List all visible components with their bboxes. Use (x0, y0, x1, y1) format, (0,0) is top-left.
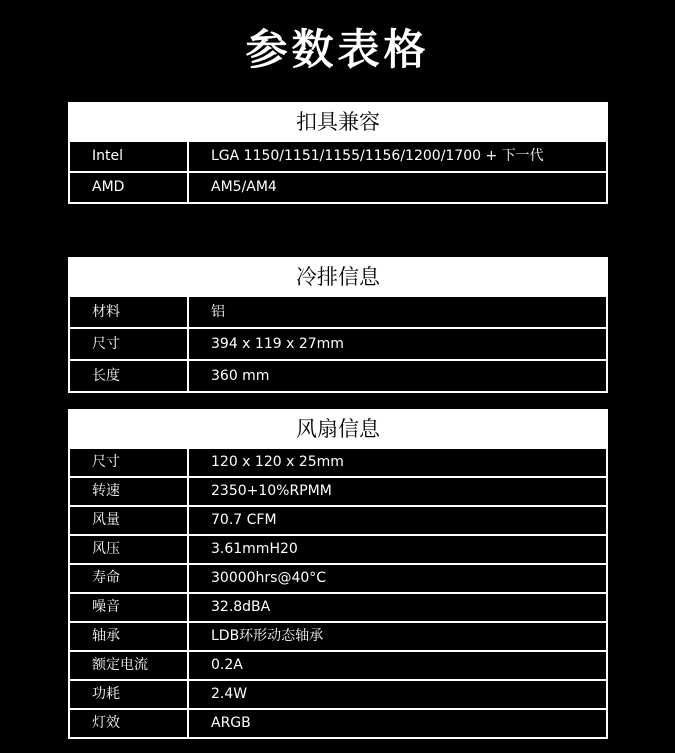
row-value: 360 mm (211, 368, 270, 384)
row-value: 70.7 CFM (211, 512, 277, 528)
page-title: 参数表格 (245, 25, 430, 74)
table-row (70, 447, 606, 476)
row-value: 2350+10%RPMM (211, 483, 332, 499)
table-row (70, 534, 606, 563)
table-row (70, 171, 606, 202)
row-value: 铝 (211, 304, 225, 320)
table-row (70, 327, 606, 359)
row-value: 30000hrs@40°C (211, 570, 327, 586)
row-label: 噪音 (70, 594, 189, 621)
table-row (70, 476, 606, 505)
table-row (70, 140, 606, 171)
row-label: 寿命 (70, 565, 189, 592)
row-value: 32.8dBA (211, 599, 271, 615)
row-label: 额定电流 (70, 652, 189, 679)
row-value: 3.61mmH20 (211, 541, 298, 557)
table-row (70, 563, 606, 592)
row-value: LDB环形动态轴承 (211, 628, 324, 644)
row-label: 灯效 (70, 710, 189, 737)
row-value: 120 x 120 x 25mm (211, 454, 344, 470)
table-row (70, 505, 606, 534)
table-header: 扣具兼容 (70, 104, 606, 140)
row-label: 功耗 (70, 681, 189, 708)
table-row (70, 708, 606, 737)
row-label: 材料 (70, 297, 189, 327)
spec-table-radiator-info (68, 257, 608, 393)
table-row (70, 679, 606, 708)
row-label: 轴承 (70, 623, 189, 650)
table-row (70, 621, 606, 650)
row-value: 394 x 119 x 27mm (211, 336, 344, 352)
table-row (70, 359, 606, 391)
row-value: 2.4W (211, 686, 248, 702)
table-row (70, 592, 606, 621)
row-label: 风压 (70, 536, 189, 563)
spec-table-fan-info (68, 409, 608, 739)
row-label: Intel (70, 142, 189, 171)
row-label: 风量 (70, 507, 189, 534)
row-label: AMD (70, 173, 189, 202)
row-value: 0.2A (211, 657, 243, 673)
row-value: AM5/AM4 (211, 179, 277, 195)
table-row (70, 295, 606, 327)
row-value: LGA 1150/1151/1155/1156/1200/1700 + 下一代 (211, 148, 544, 164)
row-label: 尺寸 (70, 449, 189, 476)
spec-table-mount-compatibility (68, 102, 608, 204)
table-header: 风扇信息 (70, 411, 606, 447)
row-value: ARGB (211, 715, 251, 731)
row-label: 尺寸 (70, 329, 189, 359)
row-label: 转速 (70, 478, 189, 505)
row-label: 长度 (70, 361, 189, 391)
table-header: 冷排信息 (70, 259, 606, 295)
table-row (70, 650, 606, 679)
